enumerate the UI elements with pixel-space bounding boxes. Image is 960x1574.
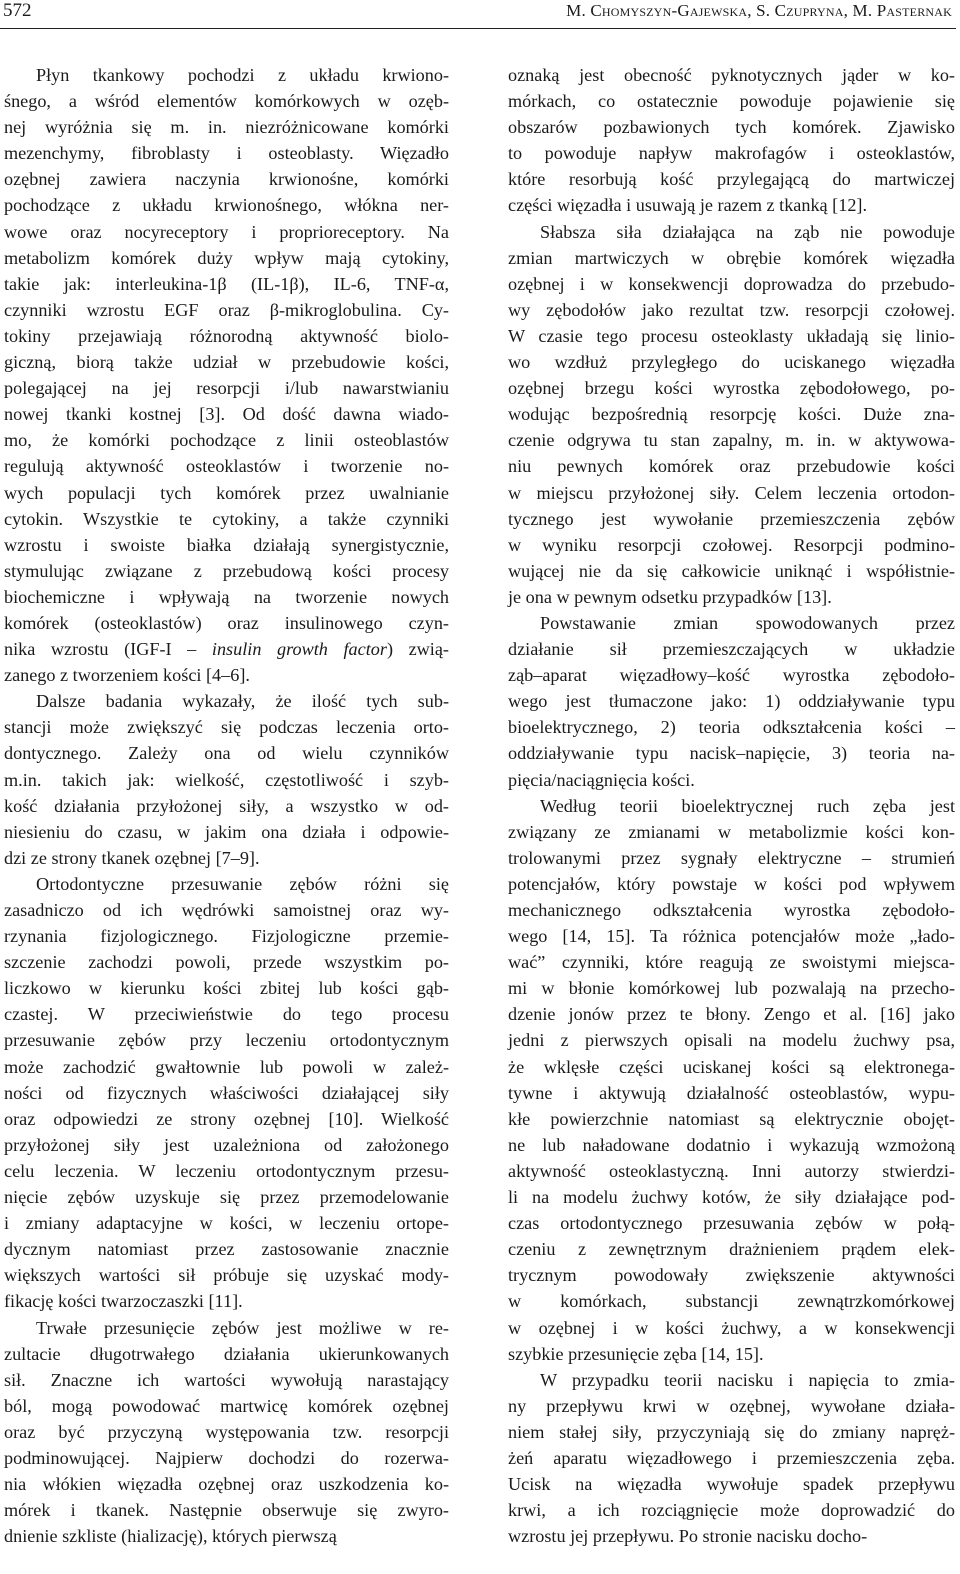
paragraph — [508, 219, 955, 610]
text-line: wego [14, 15]. Ta różnica potencjałów może „łado- — [508, 926, 955, 947]
text-line: nowej tkanki kostnej [3]. Od dość dawna wiado- — [4, 404, 449, 425]
text-line: liczkowo w kierunku kości zbitej lub kości gąb- — [4, 978, 449, 999]
text-line: W przypadku teorii nacisku i napięcia to zmia- — [540, 1369, 955, 1390]
text-line: ozębnej i w konsekwencji doprowadza do przebudo- — [508, 273, 955, 294]
text-line: w miejscu przyłożonej siły. Celem leczenia ortodon- — [508, 482, 955, 503]
italic-term: insulin growth factor — [211, 639, 387, 660]
text-line: dontycznego. Zależy ona od wielu czynników — [4, 743, 449, 764]
text-line: mi w błonie komórkowej lub pozwalają na przecho- — [508, 978, 955, 999]
text-line: szczenie zachodzi powoli, przede wszystkim po- — [4, 952, 449, 973]
text-line: czeniu z zewnętrznym drażnieniem prądem elek- — [508, 1239, 955, 1260]
text-line: aktywność osteoklastyczną. Inni autorzy stwierdzi- — [508, 1160, 955, 1181]
text-line: pochodzące z układu krwionośnego, włókna ner- — [4, 195, 449, 216]
text-line: i zmiany adaptacyjne w kości, w leczeniu ortope- — [4, 1213, 449, 1234]
text-line: ne lub naładowane dodatnio i wykazują wzmożoną — [508, 1134, 955, 1155]
paragraph — [508, 1367, 955, 1550]
text-line: związany ze zmianami w metabolizmie kości kon- — [508, 821, 955, 842]
text-line: takie jak: interleukina-1β (IL-1β), IL-6, TNF-α, — [4, 273, 449, 294]
text-line: celu leczenia. W leczeniu ortodontycznym przesu- — [4, 1160, 449, 1181]
text-line: Według teorii bioelektrycznej ruch zęba jest — [540, 795, 955, 816]
text-line: dnienie szkliste (hializację), których pierwszą — [4, 1526, 337, 1547]
text-line: podminowującej. Najpierw dochodzi do rozerwa- — [4, 1447, 449, 1468]
text-line: żeń aparatu więzadłowego i przemieszczenia zęba. — [508, 1447, 955, 1468]
text-line: li na modelu żuchwy kotów, że siły działające pod- — [508, 1187, 955, 1208]
text-line: czynniki wzrostu EGF oraz β-mikroglobulina. Cy- — [4, 299, 449, 320]
text-line: krwi, a ich rozciągnięcie może doprowadzić do — [508, 1500, 955, 1521]
text-line: zultacie długotrwałego działania ukierunkowanych — [4, 1343, 449, 1364]
text-line: tywne i aktywują działalność osteoblastów, wypu- — [508, 1082, 955, 1103]
text-line: rzynania fizjologicznego. Fizjologiczne przemie- — [4, 926, 449, 947]
text-line: wzrostu i swoiste białka działają synergistycznie, — [4, 534, 449, 555]
text-line: działanie sił przemieszczających w układzie — [508, 639, 955, 660]
text-line: przesuwanie zębów przy leczeniu ortodontycznym — [4, 1030, 449, 1051]
text-line: nika wzrostu (IGF-I – insulin growth factor) zwią- — [4, 639, 449, 660]
text-line: ozębnej zawiera naczynia krwionośne, komórki — [4, 169, 449, 190]
text-line: mórek i tkanek. Następnie obserwuje się zwyro- — [4, 1500, 449, 1521]
text-line: biochemiczne i wpływają na tworzenie nowych — [4, 586, 449, 607]
text-line: nięcie zębów uzyskuje się przez przemodelowanie — [4, 1187, 449, 1208]
text-line: ny przepływu krwi w ozębnej, wywołane działa- — [508, 1395, 955, 1416]
paragraph — [4, 1315, 449, 1550]
text-line: W czasie tego procesu osteoklasty układają się linio- — [508, 325, 955, 346]
text-line: wać” czynniki, które reagują ze swoistymi miejsca- — [508, 952, 955, 973]
text-line: oddziaływanie typu nacisk–napięcie, 3) teoria na- — [508, 743, 955, 764]
text-line: przyłożonej siły jest uzależniona od założonego — [4, 1134, 449, 1155]
paragraph — [4, 871, 449, 1315]
text-line: czenie odgrywa tu stan zapalny, m. in. w aktywowa- — [508, 430, 955, 451]
text-line: komórek (osteoklastów) oraz insulinowego czyn- — [4, 612, 449, 633]
text-line: ozębnej brzegu kości wyrostka zębodołowego, po- — [508, 378, 955, 399]
text-line: niu pewnych komórek oraz przebudowie kości — [508, 456, 955, 477]
text-line: kłe powierzchnie natomiast są elektrycznie obojęt- — [508, 1108, 955, 1129]
text-line: nej wyróżnia się m. in. niezróżnicowane komórki — [4, 117, 449, 138]
text-line: Powstawanie zmian spowodowanych przez — [540, 612, 955, 633]
text-line: wodując bezpośrednią resorpcję kości. Duże zna- — [508, 404, 955, 425]
text-line: w ozębnej i w kości żuchwy, a w konsekwencji — [508, 1317, 955, 1338]
text-line: pięcia/naciągnięcia kości. — [508, 769, 695, 790]
text-line: czas ortodontycznego przesuwania zębów w połą- — [508, 1213, 955, 1234]
text-line: niem stałej siły, przyczyniają się do zmiany napręż- — [508, 1421, 955, 1442]
running-head-authors: M. Chomyszyn-Gajewska, S. Czupryna, M. Pasternak — [566, 1, 952, 20]
text-line: mo, że komórki pochodzące z linii osteoblastów — [4, 430, 449, 451]
text-line: dzenie jonów przez te błony. Zengo et al. [16] jako — [508, 1004, 955, 1025]
right-text-column — [508, 62, 955, 1549]
text-line: polegającej na jej resorpcji i/lub nawarstwianiu — [4, 378, 449, 399]
text-line: zanego z tworzeniem kości [4–6]. — [4, 665, 250, 686]
text-line: oznaką jest obecność pyknotycznych jąder w ko- — [508, 65, 955, 85]
text-line: Ucisk na więzadła wywołuje spadek przepływu — [508, 1474, 955, 1495]
text-line: wy zębodołów jako rezultat tzw. resorpcji czołowej. — [508, 299, 955, 320]
text-line: mechanicznego odkształcenia wyrostka zębodoło- — [508, 900, 955, 920]
text-line: Płyn tkankowy pochodzi z układu krwiono- — [36, 65, 449, 85]
text-line: bioelektrycznego, 2) teoria odkształcenia kości – — [508, 717, 955, 738]
paragraph — [508, 610, 955, 793]
text-line: metabolizm komórek duży wpływ mają cytokiny, — [4, 247, 449, 268]
text-line: cytokin. Wszystkie te cytokiny, a także czynniki — [4, 508, 449, 529]
text-line: ności od fizycznych właściwości działającej siły — [4, 1082, 449, 1103]
text-line: m.in. takich jak: wielkość, częstotliwość i szyb- — [4, 769, 449, 790]
text-line: trolowanymi przez sygnały elektryczne – strumień — [508, 847, 955, 868]
text-line: stymulując związane z przebudową kości procesy — [4, 560, 449, 581]
paragraph — [508, 62, 955, 219]
page-header — [0, 0, 956, 29]
text-line: dzi ze strony tkanek ozębnej [7–9]. — [4, 847, 260, 868]
left-text-column — [4, 62, 449, 1549]
text-line: kość działania przyłożonej siły, a wszystko w od- — [4, 795, 449, 816]
text-line: jedni z pierwszych opisali na modelu żuchwy psa, — [508, 1030, 955, 1051]
text-line: to powoduje napływ makrofagów i osteoklastów, — [508, 143, 955, 164]
text-line: dycznym natomiast przez zastosowanie znacznie — [4, 1239, 449, 1260]
text-line: oraz być przyczyną występowania tzw. resorpcji — [4, 1421, 449, 1442]
text-line: wego jest tłumaczone jako: 1) oddziaływanie typu — [508, 691, 955, 712]
page-number: 572 — [3, 0, 32, 21]
text-line: części więzadła i usuwają je razem z tkanką [12]. — [508, 195, 868, 216]
text-line: wych populacji tych komórek przez uwalnianie — [4, 482, 449, 503]
text-line: wującej nie da się całkowicie uniknąć i współistnie- — [508, 560, 955, 581]
text-line: trycznym powodowały zwiększenie aktywności — [508, 1265, 955, 1286]
text-line: zmian martwiczych w obrębie komórek więzadła — [508, 247, 955, 268]
text-line: nia włókien więzadła ozębnej oraz uszkodzenia ko- — [4, 1474, 449, 1495]
text-line: zasadniczo od ich wędrówki samoistnej oraz wy- — [4, 900, 449, 920]
text-line: ząb–aparat więzadłowy–kość wyrostka zębodoło- — [508, 665, 955, 686]
text-line: tycznego jest wywołanie przemieszczenia zębów — [508, 508, 955, 529]
text-line: w komórkach, substancji zewnątrzkomórkowej — [508, 1291, 955, 1312]
paragraph — [508, 793, 955, 1367]
paragraph — [4, 688, 449, 871]
text-line: oraz odpowiedzi ze strony ozębnej [10]. Wielkość — [4, 1108, 449, 1129]
text-line: mezenchymy, fibroblasty i osteoblasty. Więzadło — [4, 143, 449, 164]
text-line: Trwałe przesunięcie zębów jest możliwe w re- — [36, 1317, 449, 1338]
text-line: Słabsza siła działająca na ząb nie powoduje — [540, 221, 955, 242]
text-line: je ona w pewnym odsetku przypadków [13]. — [508, 586, 832, 607]
text-line: śnego, a wśród elementów komórkowych w ozęb- — [4, 91, 449, 112]
text-line: regulują aktywność osteoklastów i tworzenie no- — [4, 456, 449, 477]
text-line: czastej. W przeciwieństwie do tego procesu — [4, 1004, 449, 1025]
text-line: niesieniu do czasu, w jakim ona działa i odpowie- — [4, 821, 449, 842]
text-line: sił. Znaczne ich wartości wywołują narastający — [4, 1369, 449, 1390]
text-line: że wklęsłe części uciskanej kości są elektronega- — [508, 1056, 955, 1077]
text-line: może zachodzić gwałtownie lub powoli w zależ- — [4, 1056, 449, 1077]
text-line: większych wartości sił próbuje się uzyskać mody- — [4, 1265, 449, 1286]
text-line: wo wzdłuż przyległego do uciskanego więzadła — [508, 352, 955, 373]
text-line: potencjałów, który powstaje w kości pod wpływem — [508, 873, 955, 894]
text-line: ból, mogą powodować martwicę komórek ozębnej — [4, 1395, 449, 1416]
text-line: szybkie przesunięcie zęba [14, 15]. — [508, 1343, 764, 1364]
text-line: w wyniku resorpcji czołowej. Resorpcji podmino- — [508, 534, 955, 555]
text-line: Dalsze badania wykazały, że ilość tych sub- — [36, 691, 449, 712]
text-line: tokiny przejawiają różnorodną aktywność biolo- — [4, 325, 449, 346]
text-line: fikację kości twarzoczaszki [11]. — [4, 1291, 243, 1312]
text-line: mórkach, co ostatecznie powoduje pojawienie się — [508, 91, 955, 112]
text-line: giczną, biorą także udział w przebudowie kości, — [4, 352, 449, 373]
text-line: stancji może zwiększyć się podczas leczenia orto- — [4, 717, 449, 738]
text-line: wowe oraz nocyreceptory i proprioreceptory. Na — [4, 221, 449, 242]
text-line: które resorbują kość przylegającą do martwiczej — [508, 169, 955, 190]
text-line: obszarów pozbawionych tych komórek. Zjawisko — [508, 117, 955, 138]
text-line: wzrostu jej przepływu. Po stronie nacisku docho- — [508, 1526, 868, 1547]
text-line: Ortodontyczne przesuwanie zębów różni się — [36, 873, 449, 894]
paragraph — [4, 62, 449, 688]
